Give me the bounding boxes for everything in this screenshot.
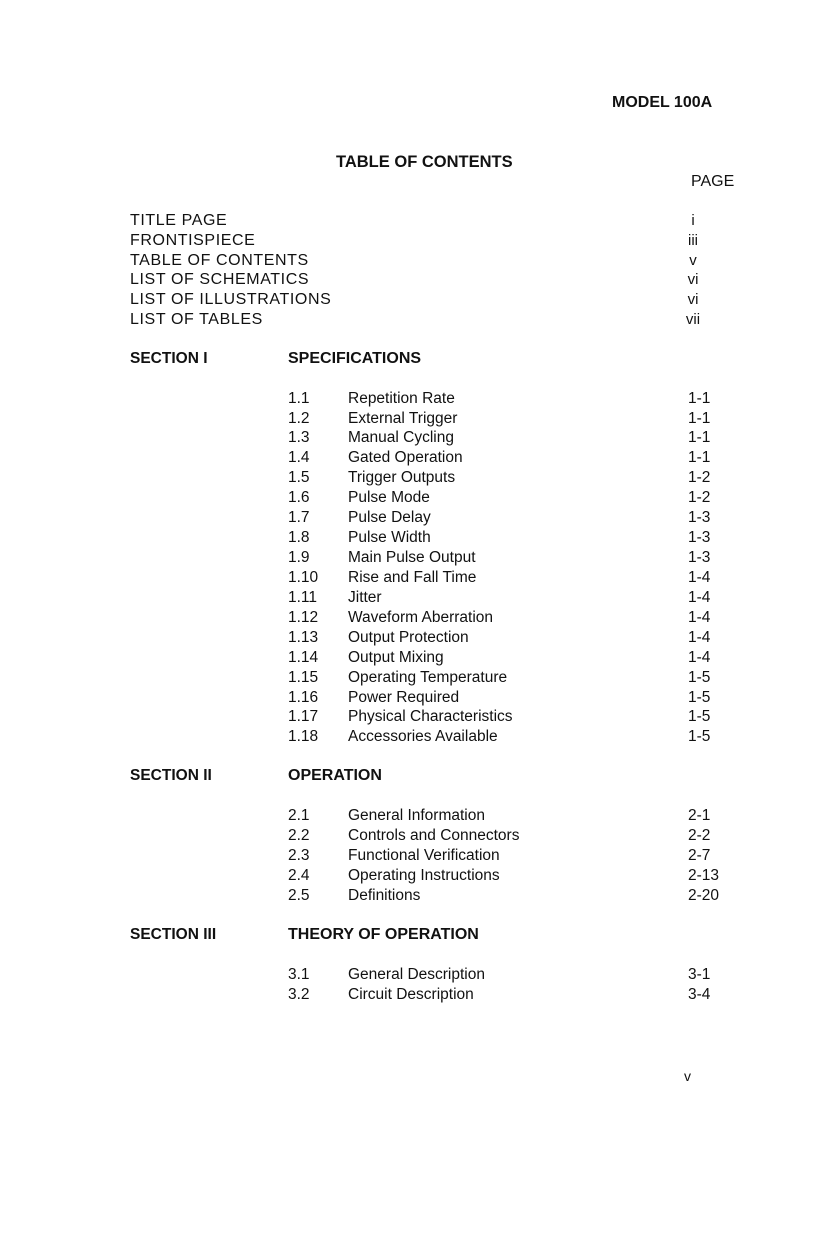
entry-number: 2.2 <box>288 827 310 844</box>
entry-number: 1.5 <box>288 469 310 486</box>
entry-title: Definitions <box>348 887 421 904</box>
entry-number: 2.4 <box>288 867 310 884</box>
model-header: MODEL 100A <box>612 94 713 111</box>
entry-number: 2.3 <box>288 847 310 864</box>
page-column-label: PAGE <box>691 173 735 190</box>
entry-page: 1-4 <box>688 629 711 646</box>
entry-page: 1-4 <box>688 569 711 586</box>
section-label: SECTION I <box>130 350 208 367</box>
entry-page: 1-1 <box>688 390 711 407</box>
entry-page: 2-1 <box>688 807 711 824</box>
entry-number: 1.6 <box>288 489 310 506</box>
entry-page: 2-13 <box>688 867 720 884</box>
entry-title: Accessories Available <box>348 728 498 745</box>
entry-title: Repetition Rate <box>348 390 455 407</box>
entry-title: Gated Operation <box>348 449 463 466</box>
entry-title: Jitter <box>348 589 382 606</box>
entry-number: 1.16 <box>288 689 319 706</box>
entry-page: 1-2 <box>688 489 711 506</box>
section-title: OPERATION <box>288 767 382 784</box>
entry-number: 1.10 <box>288 569 319 586</box>
entry-title: Controls and Connectors <box>348 827 520 844</box>
front-matter-page: vii <box>685 311 701 328</box>
entry-title: Output Mixing <box>348 649 444 666</box>
entry-page: 1-2 <box>688 469 711 486</box>
section-title: THEORY OF OPERATION <box>288 926 479 943</box>
entry-number: 1.7 <box>288 509 310 526</box>
entry-page: 3-4 <box>688 986 711 1003</box>
entry-title: Waveform Aberration <box>348 609 494 626</box>
entry-page: 2-20 <box>688 887 720 904</box>
entry-number: 2.5 <box>288 887 310 904</box>
entry-title: Circuit Description <box>348 986 474 1003</box>
entry-title: Rise and Fall Time <box>348 569 477 586</box>
entry-number: 1.13 <box>288 629 319 646</box>
front-matter-title: LIST OF TABLES <box>130 311 263 328</box>
front-matter-page: vi <box>687 271 699 288</box>
front-matter-title: LIST OF SCHEMATICS <box>130 271 310 288</box>
front-matter-page: i <box>691 212 695 229</box>
entry-title: Manual Cycling <box>348 429 454 446</box>
entry-title: Pulse Delay <box>348 509 431 526</box>
entry-page: 1-3 <box>688 529 711 546</box>
entry-page: 2-7 <box>688 847 711 864</box>
entry-number: 1.14 <box>288 649 319 666</box>
entry-title: Physical Characteristics <box>348 708 513 725</box>
entry-title: General Information <box>348 807 485 824</box>
entry-title: Pulse Mode <box>348 489 430 506</box>
entry-page: 1-1 <box>688 449 711 466</box>
entry-page: 1-1 <box>688 429 711 446</box>
entry-title: Power Required <box>348 689 460 706</box>
entry-number: 2.1 <box>288 807 310 824</box>
entry-page: 1-4 <box>688 609 711 626</box>
entry-title: Trigger Outputs <box>348 469 456 486</box>
entry-number: 1.15 <box>288 669 319 686</box>
entry-number: 1.17 <box>288 708 319 725</box>
entry-title: Main Pulse Output <box>348 549 476 566</box>
front-matter-page: vi <box>687 291 699 308</box>
entry-page: 1-5 <box>688 669 711 686</box>
entry-page: 1-4 <box>688 649 711 666</box>
entry-number: 3.1 <box>288 966 310 983</box>
entry-title: Operating Temperature <box>348 669 508 686</box>
entry-page: 1-5 <box>688 689 711 706</box>
entry-page: 1-3 <box>688 509 711 526</box>
entry-page: 1-3 <box>688 549 711 566</box>
page-number: v <box>684 1068 691 1084</box>
entry-page: 2-2 <box>688 827 711 844</box>
entry-page: 1-5 <box>688 728 711 745</box>
entry-number: 1.12 <box>288 609 319 626</box>
entry-number: 1.9 <box>288 549 310 566</box>
entry-title: External Trigger <box>348 410 458 427</box>
entry-number: 1.4 <box>288 449 310 466</box>
section-title: SPECIFICATIONS <box>288 350 422 367</box>
entry-number: 1.2 <box>288 410 310 427</box>
entry-number: 3.2 <box>288 986 310 1003</box>
entry-title: Functional Verification <box>348 847 500 864</box>
entry-title: Output Protection <box>348 629 469 646</box>
entry-page: 3-1 <box>688 966 711 983</box>
front-matter-title: TABLE OF CONTENTS <box>130 252 309 269</box>
front-matter-title: FRONTISPIECE <box>130 232 256 249</box>
entry-page: 1-5 <box>688 708 711 725</box>
entry-page: 1-4 <box>688 589 711 606</box>
entry-page: 1-1 <box>688 410 711 427</box>
front-matter-page: iii <box>688 232 698 249</box>
section-label: SECTION III <box>130 926 217 943</box>
entry-number: 1.3 <box>288 429 310 446</box>
entry-title: Operating Instructions <box>348 867 500 884</box>
toc-title: TABLE OF CONTENTS <box>336 153 513 171</box>
front-matter-title: LIST OF ILLUSTRATIONS <box>130 291 332 308</box>
entry-title: General Description <box>348 966 485 983</box>
entry-number: 1.8 <box>288 529 310 546</box>
front-matter-page: v <box>689 252 697 269</box>
entry-number: 1.11 <box>288 589 318 606</box>
section-label: SECTION II <box>130 767 212 784</box>
entry-number: 1.1 <box>288 390 310 407</box>
front-matter-title: TITLE PAGE <box>130 212 228 229</box>
entry-number: 1.18 <box>288 728 319 745</box>
entry-title: Pulse Width <box>348 529 431 546</box>
